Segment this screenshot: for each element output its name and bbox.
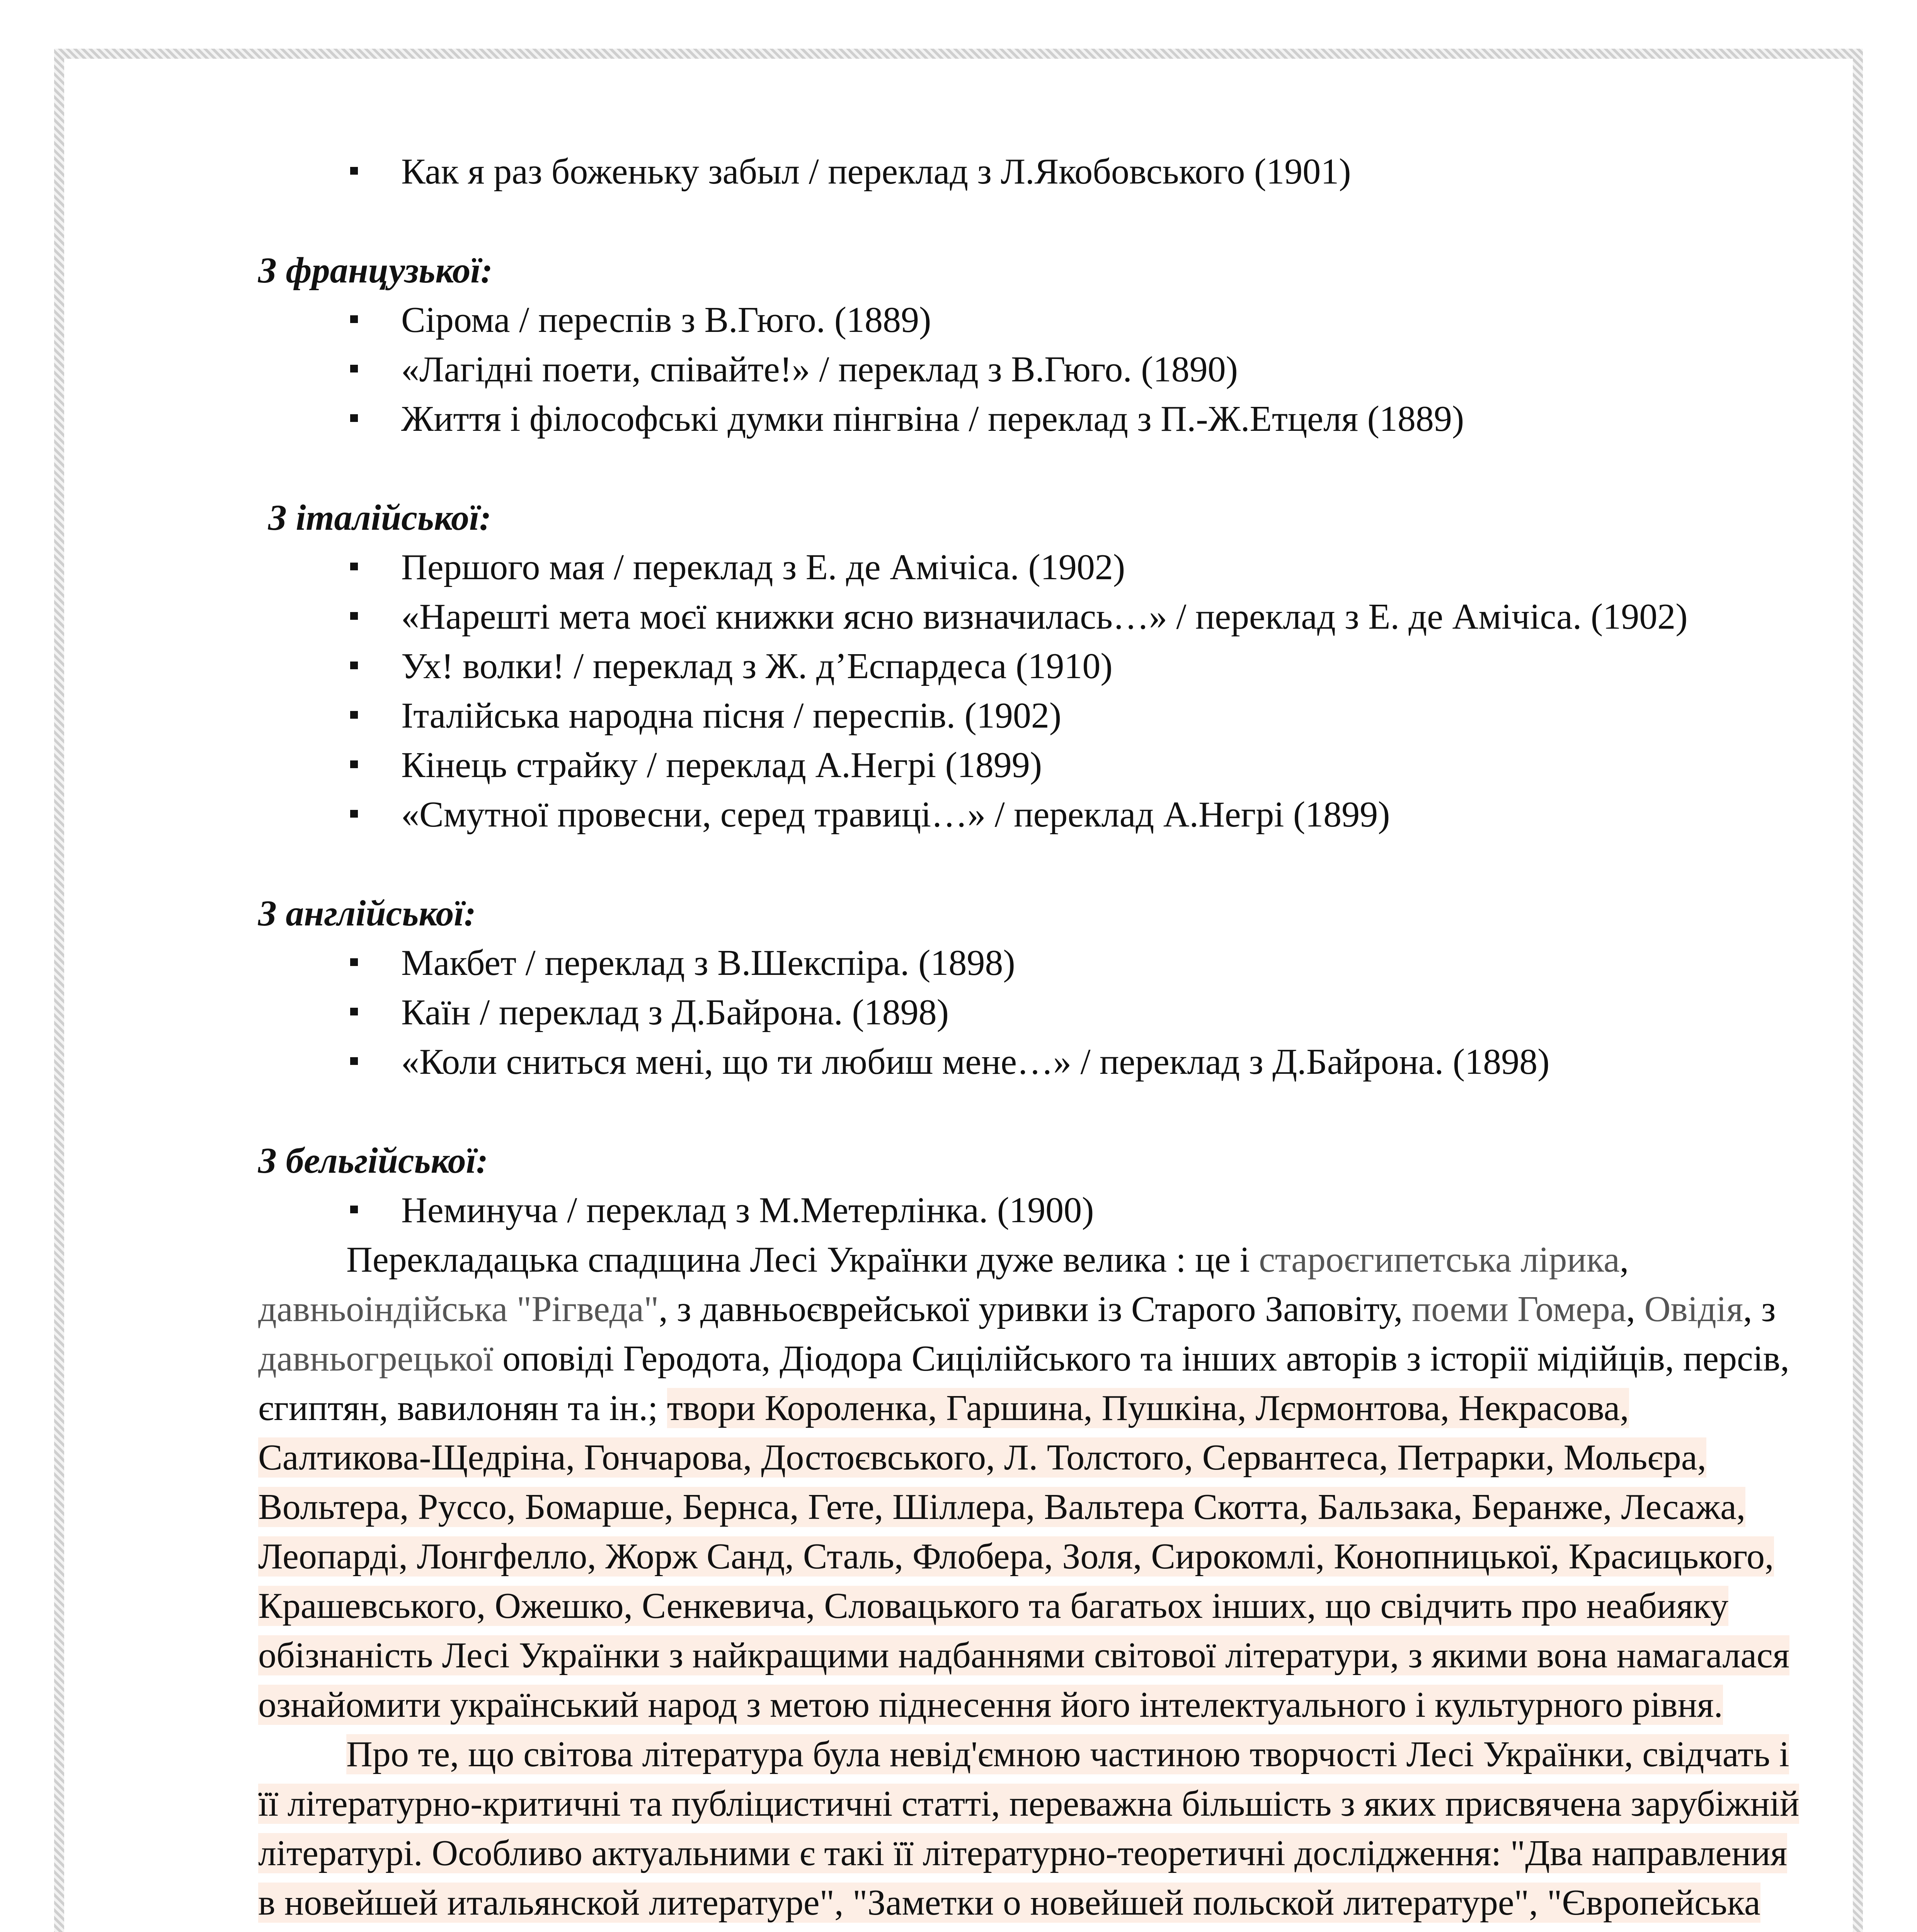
text-run: поеми Гомера (1411, 1289, 1626, 1329)
list-item: «Смутної провесни, серед травиці…» / переклад А.Негрі (1899) (350, 790, 1804, 839)
list-item: Как я раз боженьку забыл / переклад з Л.Якобовського (1901) (350, 147, 1804, 196)
list-item: Першого мая / переклад з Е. де Амічіса. (1902) (350, 543, 1804, 592)
bullet-list (258, 295, 1804, 444)
bullet-list (258, 1185, 1804, 1235)
section-heading: З бельгійської: (258, 1141, 489, 1181)
text-run: , (1626, 1289, 1645, 1329)
paragraph-translations (258, 1235, 1804, 1730)
section-italian (258, 493, 1804, 839)
section-heading: З англійської: (258, 893, 476, 934)
list-item: Каїн / переклад з Д.Байрона. (1898) (350, 988, 1804, 1037)
bullet-list (258, 938, 1804, 1087)
list-item: Неминуча / переклад з М.Метерлінка. (1900) (350, 1185, 1804, 1235)
list-item: «Коли сниться мені, що ти любиш мене…» / переклад з Д.Байрона. (1898) (350, 1037, 1804, 1087)
document-body (258, 147, 1804, 1932)
text-run: Перекладацька спадщина Лесі Українки дуже велика : це і (346, 1240, 1259, 1280)
section-german (258, 147, 1804, 196)
text-run: , з (1743, 1289, 1776, 1329)
list-item: Італійська народна пісня / переспів. (1902) (350, 691, 1804, 740)
bullet-list (258, 147, 1804, 196)
list-item: «Нарешті мета моєї книжки ясно визначилась…» / переклад з Е. де Амічіса. (1902) (350, 592, 1804, 641)
list-item: «Лагідні поети, співайте!» / переклад з В.Гюго. (1890) (350, 345, 1804, 394)
highlighted-text: твори Короленка, Гаршина, Пушкіна, Лєрмонтова, Некрасова, Салтикова-Щедріна, Гончарова, Достоєвського, Л. Толстого, Сервантеса, Петрарки, Мольєра, Вольтера, Руссо, Бомарше, Бернса, Гете, Шіллера, Вальтера Скотта, Бальзака, Беранже, Лесажа, Леопарді, Лонгфелло, Жорж Санд, Сталь, Флобера, Золя, Сирокомлі, Конопницької, Красицького, Крашевського, Ожешко, Сенкевича, Словацького та багатьох інших, що свідчить про неабияку обізнаність Лесі Українки з найкращими надбаннями світової літератури, з якими вона намагалася ознайомити український народ з метою піднесення його інтелектуального і культурного рівня. (258, 1388, 1789, 1725)
list-item: Життя і філософські думки пінгвіна / переклад з П.-Ж.Етцеля (1889) (350, 394, 1804, 444)
text-run: , (1619, 1240, 1629, 1280)
paragraph-critical-works (258, 1730, 1804, 1932)
section-heading: З французької: (258, 250, 493, 291)
text-run: староєгипетська лірика (1259, 1240, 1620, 1280)
list-item: Кінець страйку / переклад А.Негрі (1899) (350, 740, 1804, 790)
section-belgian (258, 1136, 1804, 1235)
bullet-list (258, 543, 1804, 839)
text-run: Овідія (1644, 1289, 1743, 1329)
text-run: давньогрецької (258, 1338, 494, 1379)
list-item: Ух! волки! / переклад з Ж. д’Еспардеса (1910) (350, 641, 1804, 691)
section-english (258, 889, 1804, 1087)
list-item: Сірома / переспів з В.Гюго. (1889) (350, 295, 1804, 345)
list-item: Макбет / переклад з В.Шекспіра. (1898) (350, 938, 1804, 988)
section-french (258, 246, 1804, 444)
highlighted-text: Про те, що світова література була невід'ємною частиною творчості Лесі Українки, свідчать і її літературно-критичні та публіцистичні статті, переважна більшість з яких присвячена зарубіжній літературі. Особливо актуальними є такі її літературно-теоретичні дослідження: "Два направления в новейшей итальянской литературе", "Заметки о новейшей польской литературе", "Європейська (258, 1734, 1799, 1932)
section-heading: З італійської: (268, 498, 492, 538)
text-run: , з давньоєврейської уривки із Старого Заповіту, (659, 1289, 1412, 1329)
text-run: оповіді Геродота, Діодора Сицілійського та інших авторів з історії мідійців, персів, єгиптян, вавилонян та ін.; (258, 1338, 1789, 1428)
text-run: давньоіндійська "Рігведа" (258, 1289, 659, 1329)
